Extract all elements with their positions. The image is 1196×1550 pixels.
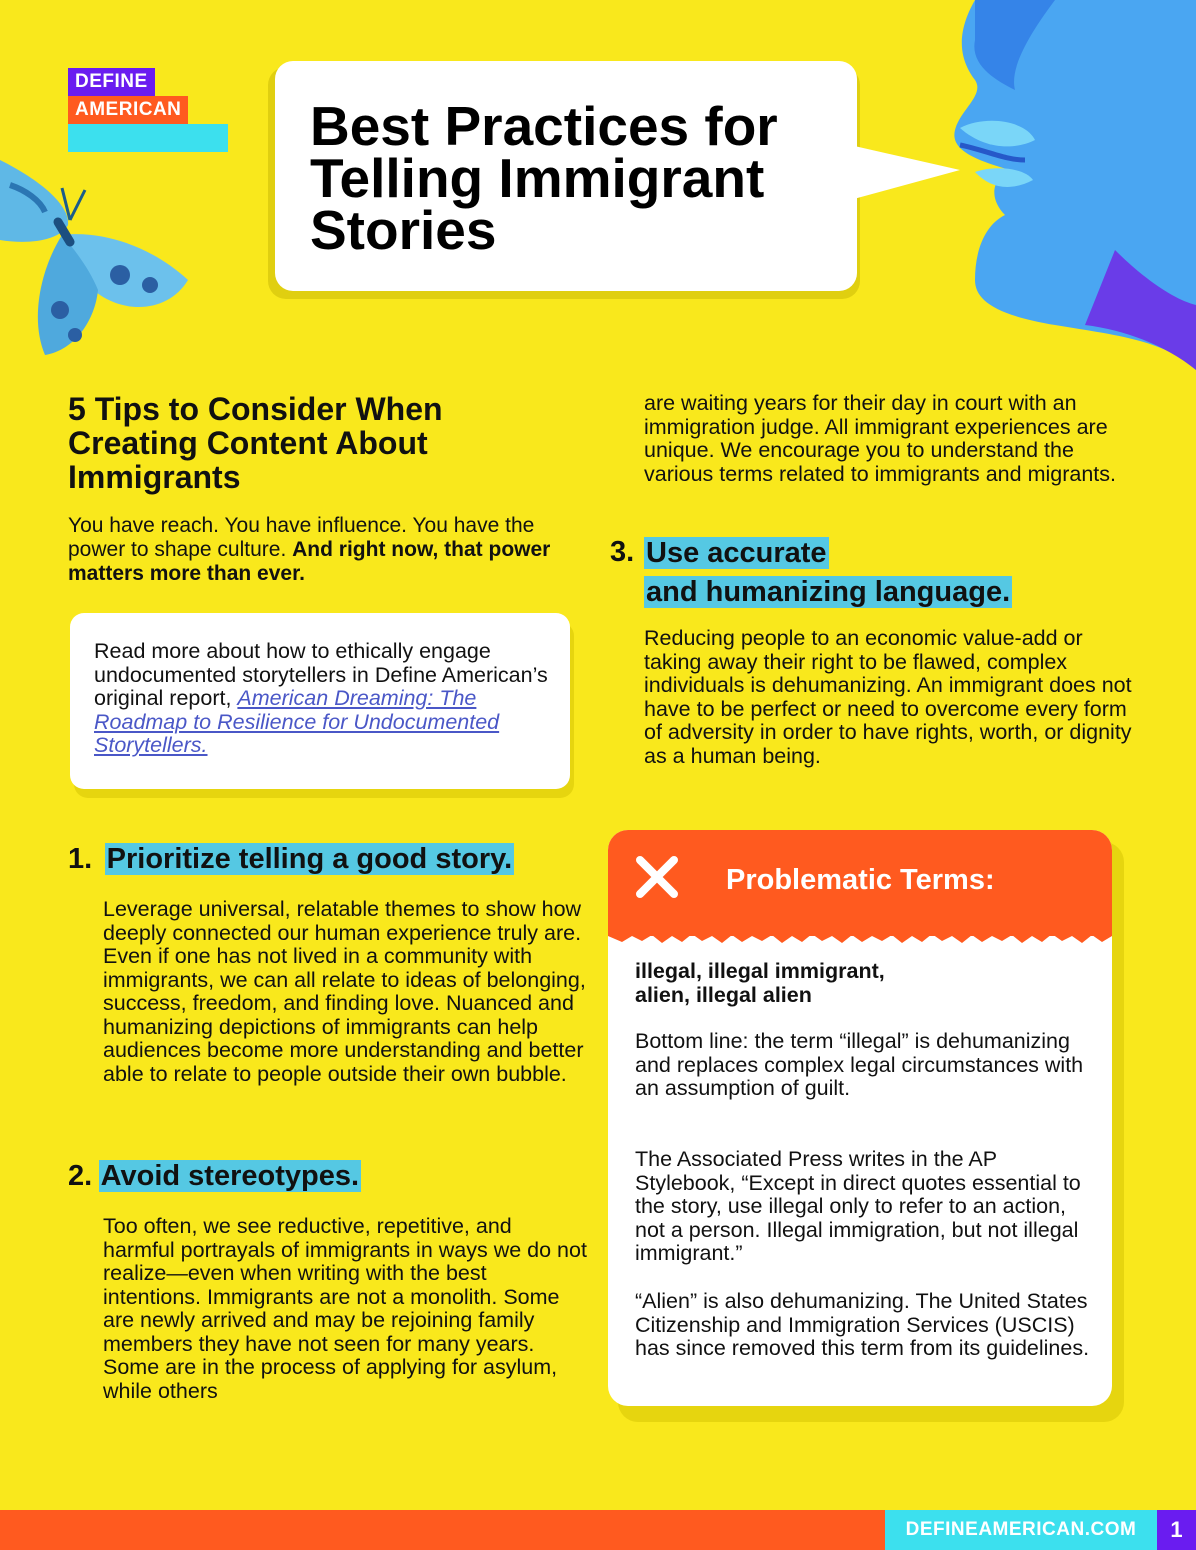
tip-2-body: Too often, we see reductive, repetitive, and harmful portrayals of immigrants in ways we do not realize—even when writing with the best intentions. Immigrants are not a monolith. Some are newly arrived and may be rejoining family members they have not seen for many years. Some are in the process of applying for asylum, while others [103, 1214, 587, 1403]
tip-3-number: 3. [610, 536, 635, 568]
logo-american: AMERICAN [68, 96, 188, 124]
problematic-para-1: Bottom line: the term “illegal” is dehumanizing and replaces complex legal circumstances with an assumption of guilt. [635, 1029, 1084, 1100]
report-link[interactable]: American Dreaming: The Roadmap to Resilience for Undocumented Storytellers. [94, 686, 500, 757]
tip-2-body-continued: are waiting years for their day in court with an immigration judge. All immigrant experiences are unique. We encourage you to understand the various terms related to immigrants and migrants. [644, 391, 1116, 486]
intro-text [68, 514, 578, 586]
tip-2-title: Avoid stereotypes. [100, 1160, 360, 1192]
logo-bar [68, 124, 228, 152]
tip-3-body: Reducing people to an economic value-add or taking away their right to be flawed, complex individuals is dehumanizing. An immigrant does not have to be perfect or need to overcome every form of adversity in order to have rights, worth, or dignity as a human being. [644, 626, 1132, 768]
tip-3-title-line2: and humanizing language. [646, 576, 1011, 608]
tip-1-title: Prioritize telling a good story. [106, 843, 513, 875]
tip-3-title [644, 536, 1012, 614]
header-fringe [608, 926, 1112, 948]
intro-bold: And right now, that power matters more than ever. [68, 538, 551, 585]
tip-2-number: 2. [68, 1160, 93, 1192]
callout-body: Read more about how to ethically engage undocumented storytellers in Define American’s original report, [94, 639, 548, 710]
footer-url-link[interactable]: DEFINEAMERICAN.COM [885, 1510, 1157, 1550]
tip-1-number: 1. [68, 843, 93, 875]
tip-2-heading [68, 1160, 361, 1193]
logo-define: DEFINE [68, 68, 155, 96]
tip-3-heading [610, 536, 634, 569]
page-title: Best Practices for Telling Immigrant Stories [310, 95, 778, 261]
butterfly-illustration [0, 150, 200, 360]
problematic-para-3: “Alien” is also dehumanizing. The United States Citizenship and Immigration Services (USCIS) has since removed this term from its guidelines. [635, 1289, 1090, 1360]
intro-plain: You have reach. You have influence. You have the power to shape culture. [68, 514, 535, 561]
speech-bubble-tail [850, 120, 970, 210]
page-number: 1 [1157, 1510, 1196, 1550]
problematic-terms-list: illegal, illegal immigrant, alien, illegal alien [635, 959, 885, 1007]
problematic-para-2: The Associated Press writes in the AP Stylebook, “Except in direct quotes essential to the story, use illegal only to refer to an action, not a person. Illegal immigration, but not illegal immigrant.” [635, 1147, 1081, 1265]
tip-3-title-line1: Use accurate [646, 537, 827, 569]
tip-1-body: Leverage universal, relatable themes to show how deeply connected our human experience truly are. Even if one has not lived in a community with immigrants, we can all relate to ideas of belonging, success, freedom, and finding love. Nuanced and humanizing depictions of immigrants can help audiences become more understanding and better able to relate to people outside their own bubble. [103, 897, 586, 1086]
problematic-title: Problematic Terms: [726, 864, 995, 896]
tip-1-heading [68, 843, 514, 876]
section-heading: 5 Tips to Consider When Creating Content About Immigrants [68, 391, 443, 495]
callout-text [94, 640, 556, 758]
problematic-terms-box [608, 830, 1112, 1406]
close-x-icon [634, 854, 680, 900]
